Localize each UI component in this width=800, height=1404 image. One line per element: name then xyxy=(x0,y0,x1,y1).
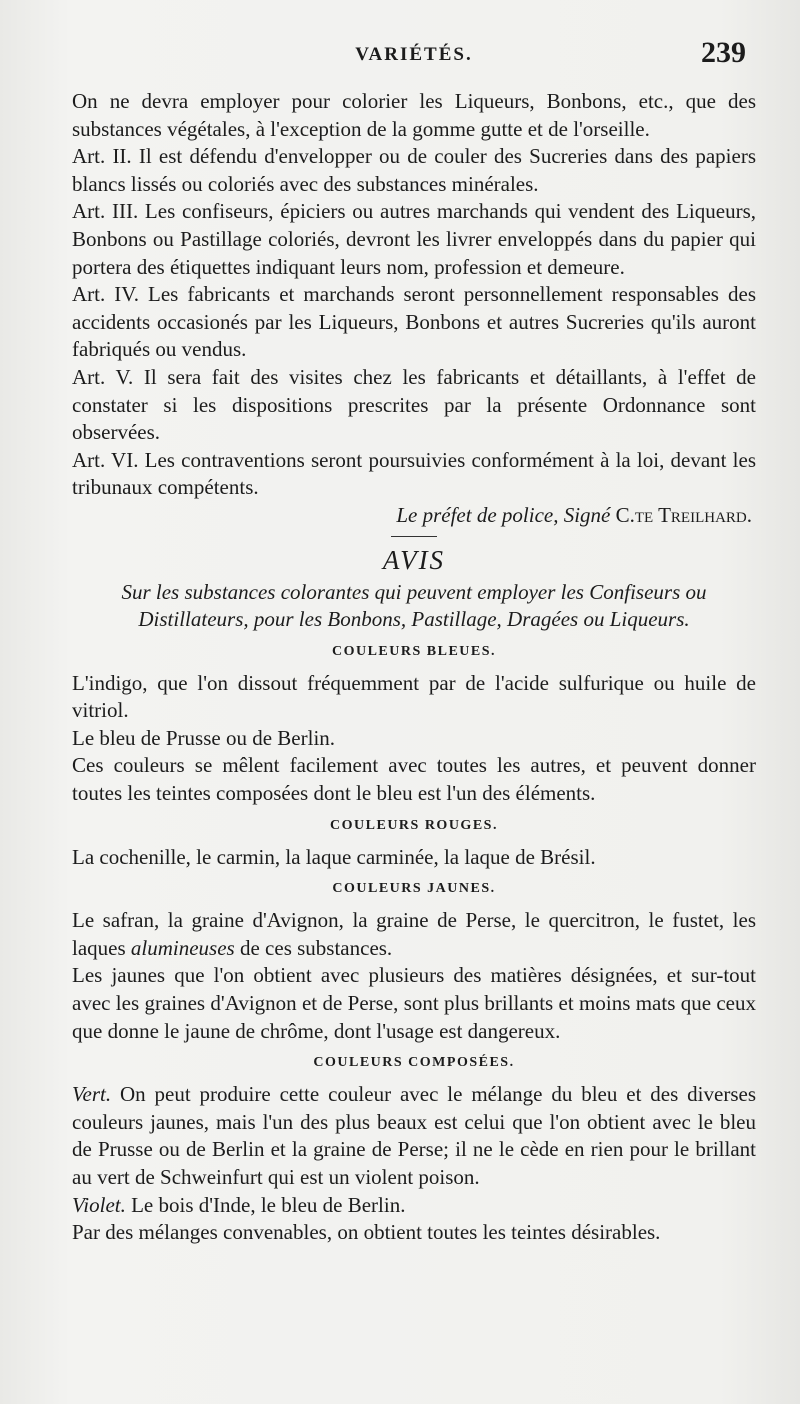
bleues-p2: Le bleu de Prusse ou de Berlin. xyxy=(72,725,336,750)
heading-jaunes: COULEURS JAUNES. xyxy=(332,881,496,897)
heading-bleues: COULEURS BLEUES. xyxy=(331,643,497,659)
article-5: Art. V. Il sera fait des visites chez les fabricants et détaillants, à l'effet de constater si les dispositions prescrites par la présente Ordonnance sont observées. xyxy=(72,364,756,445)
running-title: VARIÉTÉS. xyxy=(355,44,473,65)
jaunes-p1-a: Le safran, la graine d'Avignon, la graine de Perse, le quercitron, le fustet, les laques xyxy=(72,908,756,960)
rouges-p1: La cochenille, le carmin, la laque carminée, la laque de Brésil. xyxy=(72,844,596,869)
paragraph-intro: On ne devra employer pour colorier les Liqueurs, Bonbons, etc., que des substances végétales, à l'exception de la gomme gutte et de l'orseille. xyxy=(72,89,756,141)
composees-final: Par des mélanges convenables, on obtient toutes les teintes désirables. xyxy=(72,1220,661,1245)
page-number: 239 xyxy=(701,36,746,69)
avis-title: AVIS xyxy=(382,544,446,575)
article-2: Art. II. Il est défendu d'envelopper ou de couler des Sucreries dans des papiers blancs lissés ou coloriés avec des substances minérales. xyxy=(72,144,756,196)
avis-subtitle: Sur les substances colorantes qui peuvent employer les Confiseurs ou Distillateurs, pour les Bonbons, Pastillage, Dragées ou Liqueurs. xyxy=(121,579,707,632)
jaunes-p1 xyxy=(72,907,756,962)
heading-rouges: COULEURS ROUGES. xyxy=(330,817,498,833)
article-6: Art. VI. Les contraventions seront poursuivies conformément à la loi, devant les tribunaux compétents. xyxy=(72,447,756,500)
violet-label: Violet. xyxy=(72,1192,126,1217)
ordinance-text xyxy=(72,88,756,530)
vert-label: Vert. xyxy=(72,1082,112,1107)
composees-vert xyxy=(72,1081,756,1191)
vert-text: On peut produire cette couleur avec le mélange du bleu et des diverses couleurs jaunes, mais l'un des plus beaux est celui que l'on obtient avec le bleu de Prusse ou de Berlin et la graine de Perse; il ne le cède en rien pour le brillant au vert de Schweinfurt qui est un violent poison. xyxy=(72,1082,756,1189)
bleues-p1: L'indigo, que l'on dissout fréquemment par de l'acide sulfurique ou huile de vitriol. xyxy=(72,670,756,723)
running-head xyxy=(72,36,756,88)
signature-name: C.te Treilhard. xyxy=(615,502,752,527)
divider-rule xyxy=(391,536,437,537)
bleues-p3: Ces couleurs se mêlent facilement avec toutes les autres, et peuvent donner toutes les teintes composées dont le bleu est l'un des éléments. xyxy=(72,753,756,806)
jaunes-p2: Les jaunes que l'on obtient avec plusieurs des matières désignées, et sur-tout avec les graines d'Avignon et de Perse, sont plus brillants et moins mats que ceux que donne le jaune de chrôme, dont l'usage est dangereux. xyxy=(72,963,756,1043)
signature-text: Le préfet de police, Signé xyxy=(396,502,616,527)
avis-text xyxy=(72,634,756,1247)
article-4: Art. IV. Les fabricants et marchands seront personnellement responsables des accidents occasionés par les Liqueurs, Bonbons et autres Sucreries qu'ils auront fabriqués ou vendus. xyxy=(72,282,756,362)
composees-violet xyxy=(72,1192,756,1220)
heading-composees: COULEURS COMPOSÉES. xyxy=(313,1055,515,1071)
jaunes-p1-italic: alumineuses xyxy=(130,935,235,960)
violet-text: Le bois d'Inde, le bleu de Berlin. xyxy=(125,1192,406,1217)
article-3: Art. III. Les confiseurs, épiciers ou autres marchands qui vendent des Liqueurs, Bonbons ou Pastillage coloriés, devront les livrer enveloppés dans du papier qui portera des étiquettes indiquant leurs nom, profession et demeure. xyxy=(72,199,756,279)
signature xyxy=(72,502,756,530)
jaunes-p1-b: de ces substances. xyxy=(234,935,393,960)
